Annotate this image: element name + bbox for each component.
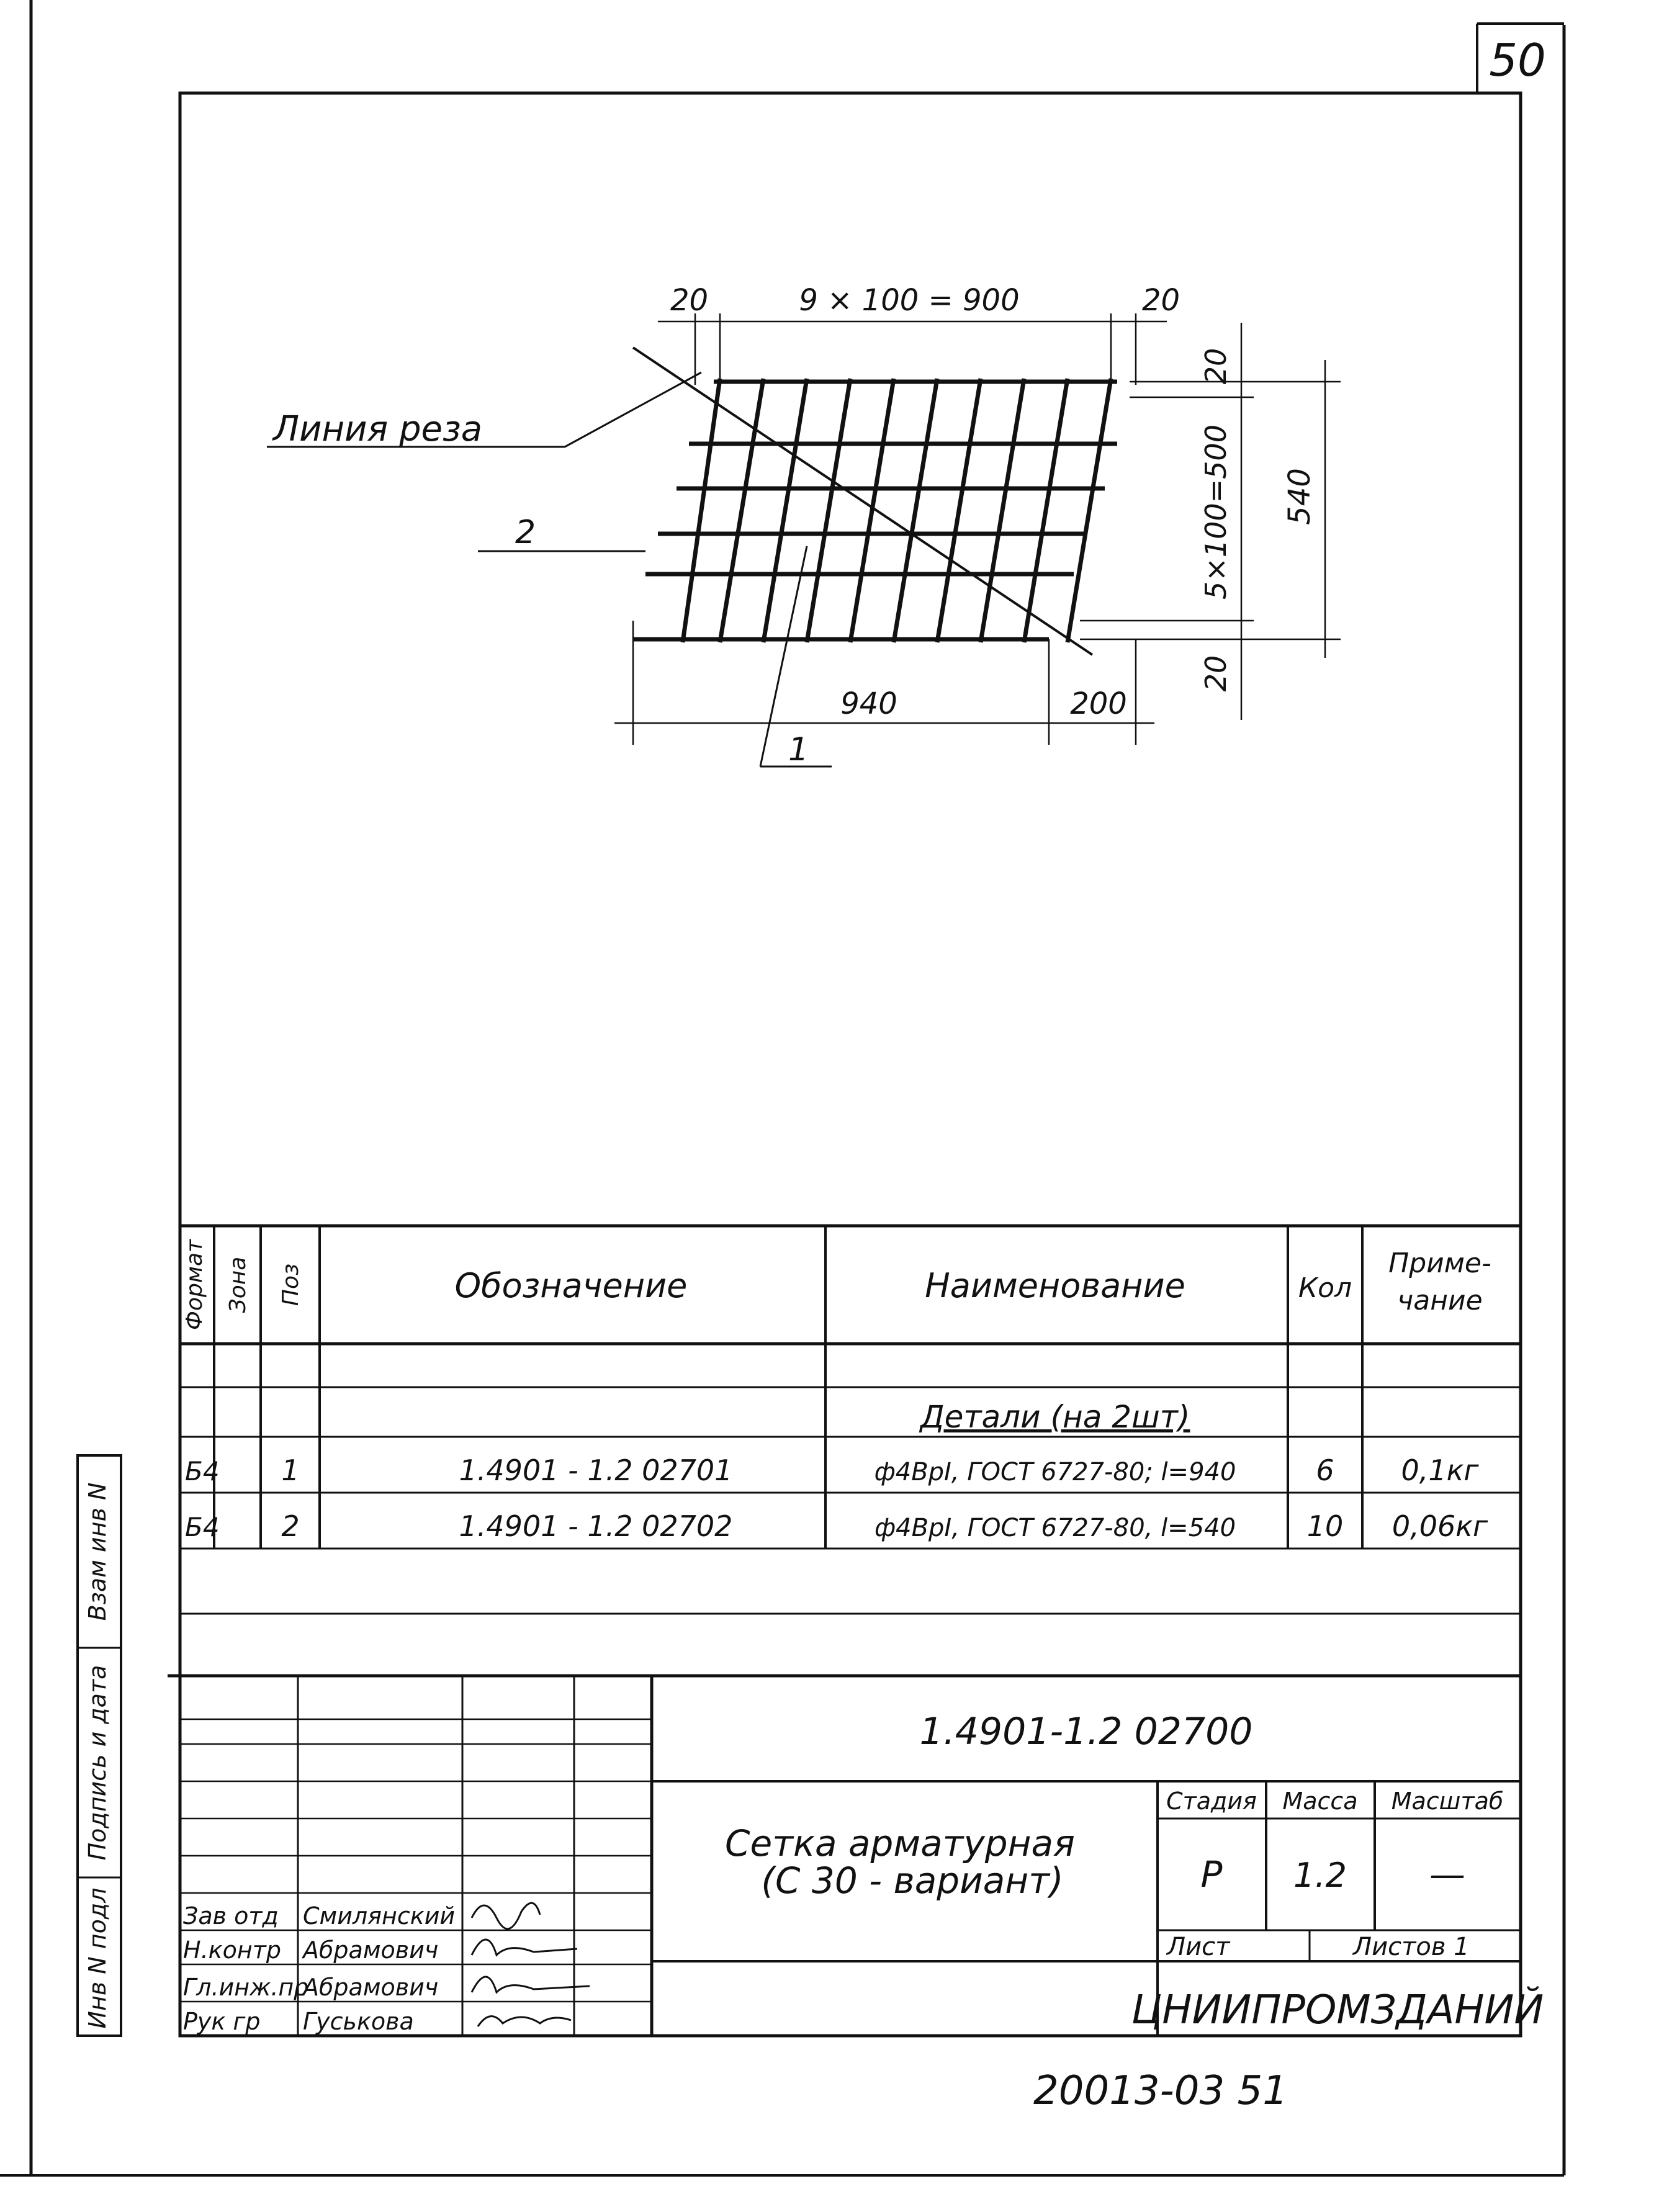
- table-row: [185, 1454, 1479, 1487]
- bar-slanted: [807, 379, 850, 642]
- organization: ЦНИИПРОМЗДАНИЙ: [1131, 1987, 1544, 2033]
- header-pos: Поз: [278, 1263, 303, 1306]
- scale-label: Масштаб: [1391, 1787, 1504, 1815]
- footer-code: 20013-03 51: [1033, 2068, 1288, 2114]
- staff-row: [183, 1902, 455, 1930]
- staff-name: Абрамович: [303, 1936, 439, 1964]
- row-1-pos: 1: [281, 1454, 300, 1487]
- bar-slanted: [850, 379, 894, 642]
- spec-table: [180, 1226, 1521, 1614]
- bar-slanted: [894, 379, 937, 642]
- bar-slanted: [683, 379, 720, 642]
- title-line-2: (С 30 - вариант): [761, 1859, 1064, 1902]
- dim-bottom-mid: 940: [840, 686, 897, 721]
- row-2-pos: 2: [281, 1509, 300, 1543]
- scale-value: —: [1429, 1853, 1465, 1895]
- side-stamp-sign: Подпись и дата: [84, 1665, 111, 1861]
- row-2-name: ф4ВрI, ГОСТ 6727-80, l=540: [874, 1514, 1236, 1542]
- bar-slanted: [1024, 379, 1068, 642]
- mass-label: Масса: [1282, 1787, 1358, 1815]
- mass-value: 1.2: [1293, 1856, 1347, 1895]
- signature-scribble: [472, 1977, 590, 1992]
- staff-role: Гл.инж.пр: [183, 1974, 309, 2001]
- header-zone: Зона: [225, 1256, 251, 1313]
- row-2-designation: 1.4901 - 1.2 02702: [459, 1509, 733, 1543]
- sheets-label: Листов 1: [1353, 1933, 1470, 1961]
- staff-role: Зав отд: [183, 1902, 279, 1930]
- mesh-drawing: [267, 283, 1341, 768]
- staff-row: [183, 1974, 438, 2001]
- dim-right-total: 540: [1282, 468, 1317, 525]
- table-row: [185, 1509, 1488, 1543]
- title-block: [168, 1676, 1544, 2036]
- dim-right-top: 20: [1199, 348, 1233, 385]
- row-1-designation: 1.4901 - 1.2 02701: [459, 1454, 733, 1487]
- row-1-note: 0,1кг: [1401, 1454, 1479, 1487]
- row-2-format: Б4: [185, 1512, 220, 1542]
- row-1-qty: 6: [1316, 1454, 1334, 1487]
- dim-top-mid: 9 × 100 = 900: [799, 283, 1020, 318]
- header-qty: Кол: [1298, 1272, 1352, 1304]
- side-stamp-inv: Инв N подл: [84, 1887, 111, 2029]
- stage-label: Стадия: [1166, 1787, 1257, 1815]
- signature-scribble: [472, 1940, 577, 1955]
- staff-role: Рук гр: [183, 2008, 261, 2035]
- row-1-format: Б4: [185, 1456, 220, 1486]
- header-note-2: чание: [1397, 1285, 1483, 1316]
- sheet-label: Лист: [1167, 1933, 1230, 1961]
- pos-1-label: 1: [788, 731, 809, 768]
- pos-2-label: 2: [515, 514, 536, 551]
- signature-scribble: [472, 1903, 540, 1929]
- bar-slanted: [1068, 379, 1111, 642]
- staff-name: Смилянский: [303, 1902, 456, 1930]
- bar-slanted: [981, 379, 1024, 642]
- sheet-number: 50: [1489, 34, 1546, 86]
- row-2-note: 0,06кг: [1392, 1509, 1488, 1543]
- dim-top-right: 20: [1142, 283, 1180, 318]
- header-designation: Обозначение: [454, 1266, 688, 1305]
- side-stamp: [78, 1455, 121, 2036]
- bar-slanted: [720, 379, 763, 642]
- bar-slanted: [937, 379, 981, 642]
- dim-bottom-right: 200: [1070, 686, 1127, 721]
- stage-value: Р: [1200, 1853, 1223, 1895]
- row-1-name: ф4ВрI, ГОСТ 6727-80; l=940: [874, 1458, 1236, 1486]
- side-stamp-replace: Взам инв N: [84, 1482, 111, 1621]
- cut-line-leader: [565, 372, 701, 447]
- doc-code: 1.4901-1.2 02700: [919, 1710, 1253, 1753]
- row-2-qty: 10: [1306, 1509, 1344, 1543]
- header-note-1: Приме-: [1388, 1248, 1491, 1279]
- staff-name: Абрамович: [303, 1974, 439, 2001]
- staff-role: Н.контр: [183, 1936, 281, 1964]
- staff-row: [183, 1936, 438, 1964]
- header-format: Формат: [182, 1239, 207, 1331]
- dim-right-mid: 5×100=500: [1199, 425, 1233, 600]
- staff-name: Гуськова: [303, 2008, 414, 2035]
- dim-right-bottom: 20: [1199, 655, 1233, 692]
- bar-slanted: [763, 379, 807, 642]
- dim-top-left: 20: [670, 283, 709, 318]
- header-name: Наименование: [925, 1266, 1185, 1305]
- title-line-1: Сетка арматурная: [725, 1822, 1075, 1864]
- section-title: Детали (на 2шт): [920, 1399, 1190, 1435]
- cut-line-label: Линия реза: [273, 409, 483, 449]
- signature-scribble: [478, 2016, 571, 2026]
